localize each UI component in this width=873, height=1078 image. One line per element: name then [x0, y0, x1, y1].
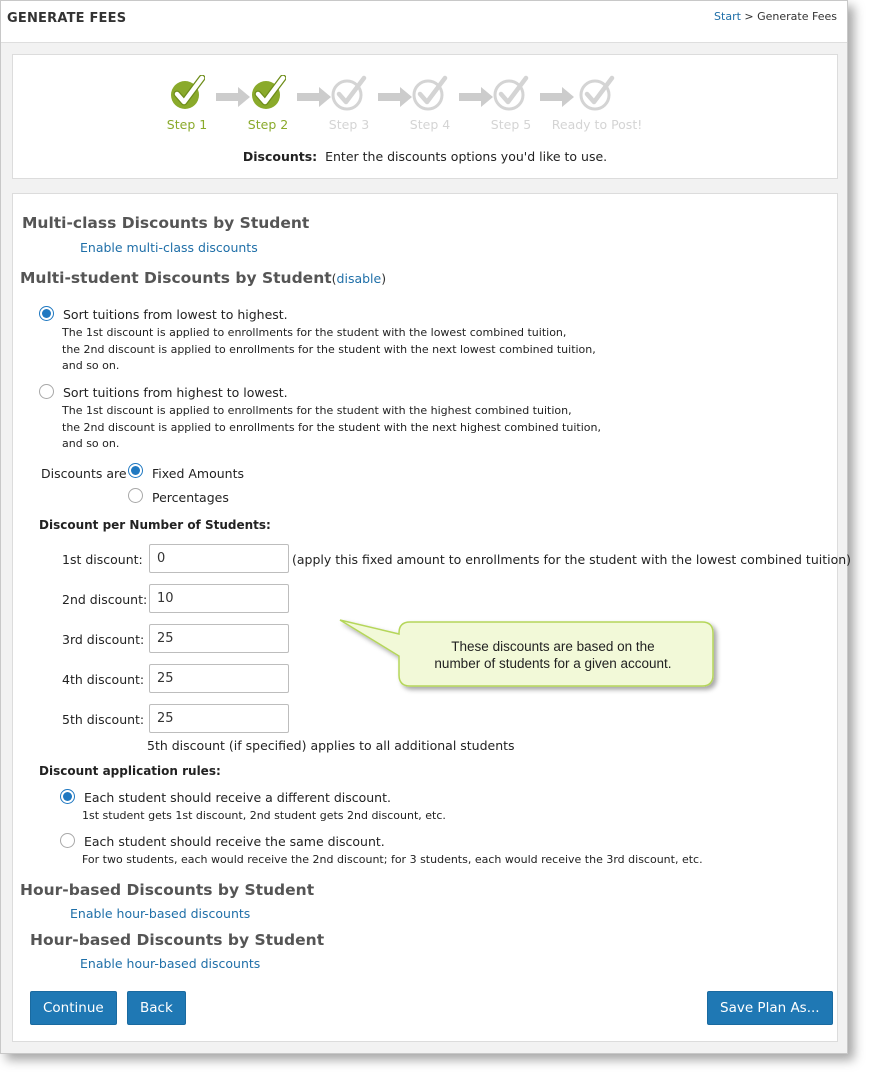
wizard-steps-panel [12, 54, 838, 179]
step-instruction [13, 149, 837, 164]
save-plan-as-button[interactable]: Save Plan As... [707, 991, 833, 1025]
step-arrow-icon [540, 87, 574, 107]
rule-same-radio[interactable] [60, 833, 75, 848]
wizard-step-label: Step 1 [166, 117, 208, 132]
discounts-are-label: Discounts are [41, 466, 127, 481]
discount-3-input[interactable] [149, 624, 289, 653]
discount-3-label: 3rd discount: [62, 632, 145, 647]
callout-text [400, 638, 706, 672]
enable-hour-based-link-2[interactable]: Enable hour-based discounts [80, 956, 261, 971]
instruction-text: Enter the discounts options you'd like to use. [325, 149, 608, 164]
discount-5-label: 5th discount: [62, 712, 145, 727]
sort-lowest-description [62, 325, 596, 375]
sort-lowest-label: Sort tuitions from lowest to highest. [63, 307, 288, 322]
fifth-discount-note: 5th discount (if specified) applies to all additional students [147, 738, 515, 753]
breadcrumb-separator: > [740, 10, 758, 23]
step-pending-check-icon [493, 75, 529, 111]
sort-lowest-line-3: and so on. [62, 359, 120, 372]
paren-open: ( [331, 271, 337, 286]
rule-different-label: Each student should receive a different discount. [84, 790, 391, 805]
discount-2-input[interactable] [149, 584, 289, 613]
enable-multi-class-link[interactable]: Enable multi-class discounts [80, 240, 258, 255]
continue-button[interactable]: Continue [30, 991, 117, 1025]
sort-highest-line-3: and so on. [62, 437, 120, 450]
discount-per-number-heading: Discount per Number of Students: [39, 518, 271, 532]
sort-lowest-line-1: The 1st discount is applied to enrollments for the student with the lowest combined tuition, [62, 326, 567, 339]
instruction-heading: Discounts: [242, 149, 318, 164]
step-arrow-icon [378, 87, 412, 107]
discount-1-label: 1st discount: [62, 552, 143, 567]
rule-same-label: Each student should receive the same discount. [84, 834, 385, 849]
disable-multi-student-link[interactable]: disable [336, 271, 382, 286]
rule-different-note: 1st student gets 1st discount, 2nd student gets 2nd discount, etc. [82, 809, 446, 822]
back-button[interactable]: Back [127, 991, 186, 1025]
hour-based-heading-2: Hour-based Discounts by Student [30, 931, 325, 949]
sort-highest-label: Sort tuitions from highest to lowest. [63, 385, 288, 400]
title-bar [1, 1, 847, 43]
rule-same-note: For two students, each would receive the 2nd discount; for 3 students, each would receive the 3rd discount, etc. [82, 853, 703, 866]
breadcrumb-current: Generate Fees [757, 10, 837, 23]
step-complete-check-icon [250, 75, 286, 111]
step-pending-check-icon [579, 75, 615, 111]
callout-line-2: number of students for a given account. [434, 656, 672, 671]
hour-based-heading-1: Hour-based Discounts by Student [20, 881, 315, 899]
discount-1-note: (apply this fixed amount to enrollments for the student with the lowest combined tuition) [292, 552, 852, 567]
sort-highest-line-2: the 2nd discount is applied to enrollments for the student with the next highest combined tuition, [62, 420, 601, 434]
multi-class-heading: Multi-class Discounts by Student [22, 214, 310, 232]
page-title: GENERATE FEES [7, 11, 127, 26]
discount-rules-heading: Discount application rules: [39, 764, 221, 778]
fixed-amounts-radio[interactable] [128, 463, 143, 478]
wizard-step-label: Ready to Post! [551, 117, 643, 132]
sort-highest-description [62, 403, 601, 453]
breadcrumb-start-link[interactable]: Start [714, 10, 741, 23]
sort-highest-radio[interactable] [39, 384, 54, 399]
callout-line-1: These discounts are based on the [451, 639, 655, 654]
step-arrow-icon [459, 87, 493, 107]
percentages-radio[interactable] [128, 488, 143, 503]
sort-lowest-line-2: the 2nd discount is applied to enrollments for the student with the next lowest combined tuition, [62, 342, 596, 356]
enable-hour-based-link-1[interactable]: Enable hour-based discounts [70, 906, 251, 921]
breadcrumb [714, 10, 837, 23]
step-arrow-icon [216, 87, 250, 107]
rule-different-radio[interactable] [60, 789, 75, 804]
wizard-step-label: Step 4 [409, 117, 451, 132]
step-arrow-icon [297, 87, 331, 107]
sort-highest-line-1: The 1st discount is applied to enrollments for the student with the highest combined tuition, [62, 404, 572, 417]
discount-4-input[interactable] [149, 664, 289, 693]
paren-close: ) [381, 271, 387, 286]
sort-lowest-radio[interactable] [39, 306, 54, 321]
multi-student-heading [20, 269, 386, 287]
discount-1-input[interactable] [149, 544, 289, 573]
discount-4-label: 4th discount: [62, 672, 145, 687]
wizard-step-label: Step 2 [247, 117, 289, 132]
wizard-step-label: Step 3 [328, 117, 370, 132]
fixed-amounts-label: Fixed Amounts [152, 466, 244, 481]
multi-student-heading-text: Multi-student Discounts by Student [20, 269, 332, 287]
step-pending-check-icon [331, 75, 367, 111]
percentages-label: Percentages [152, 490, 229, 505]
step-complete-check-icon [169, 75, 205, 111]
discount-2-label: 2nd discount: [62, 592, 148, 607]
discount-5-input[interactable] [149, 704, 289, 733]
wizard-step-1 [149, 75, 225, 132]
step-pending-check-icon [412, 75, 448, 111]
wizard-step-label: Step 5 [490, 117, 532, 132]
